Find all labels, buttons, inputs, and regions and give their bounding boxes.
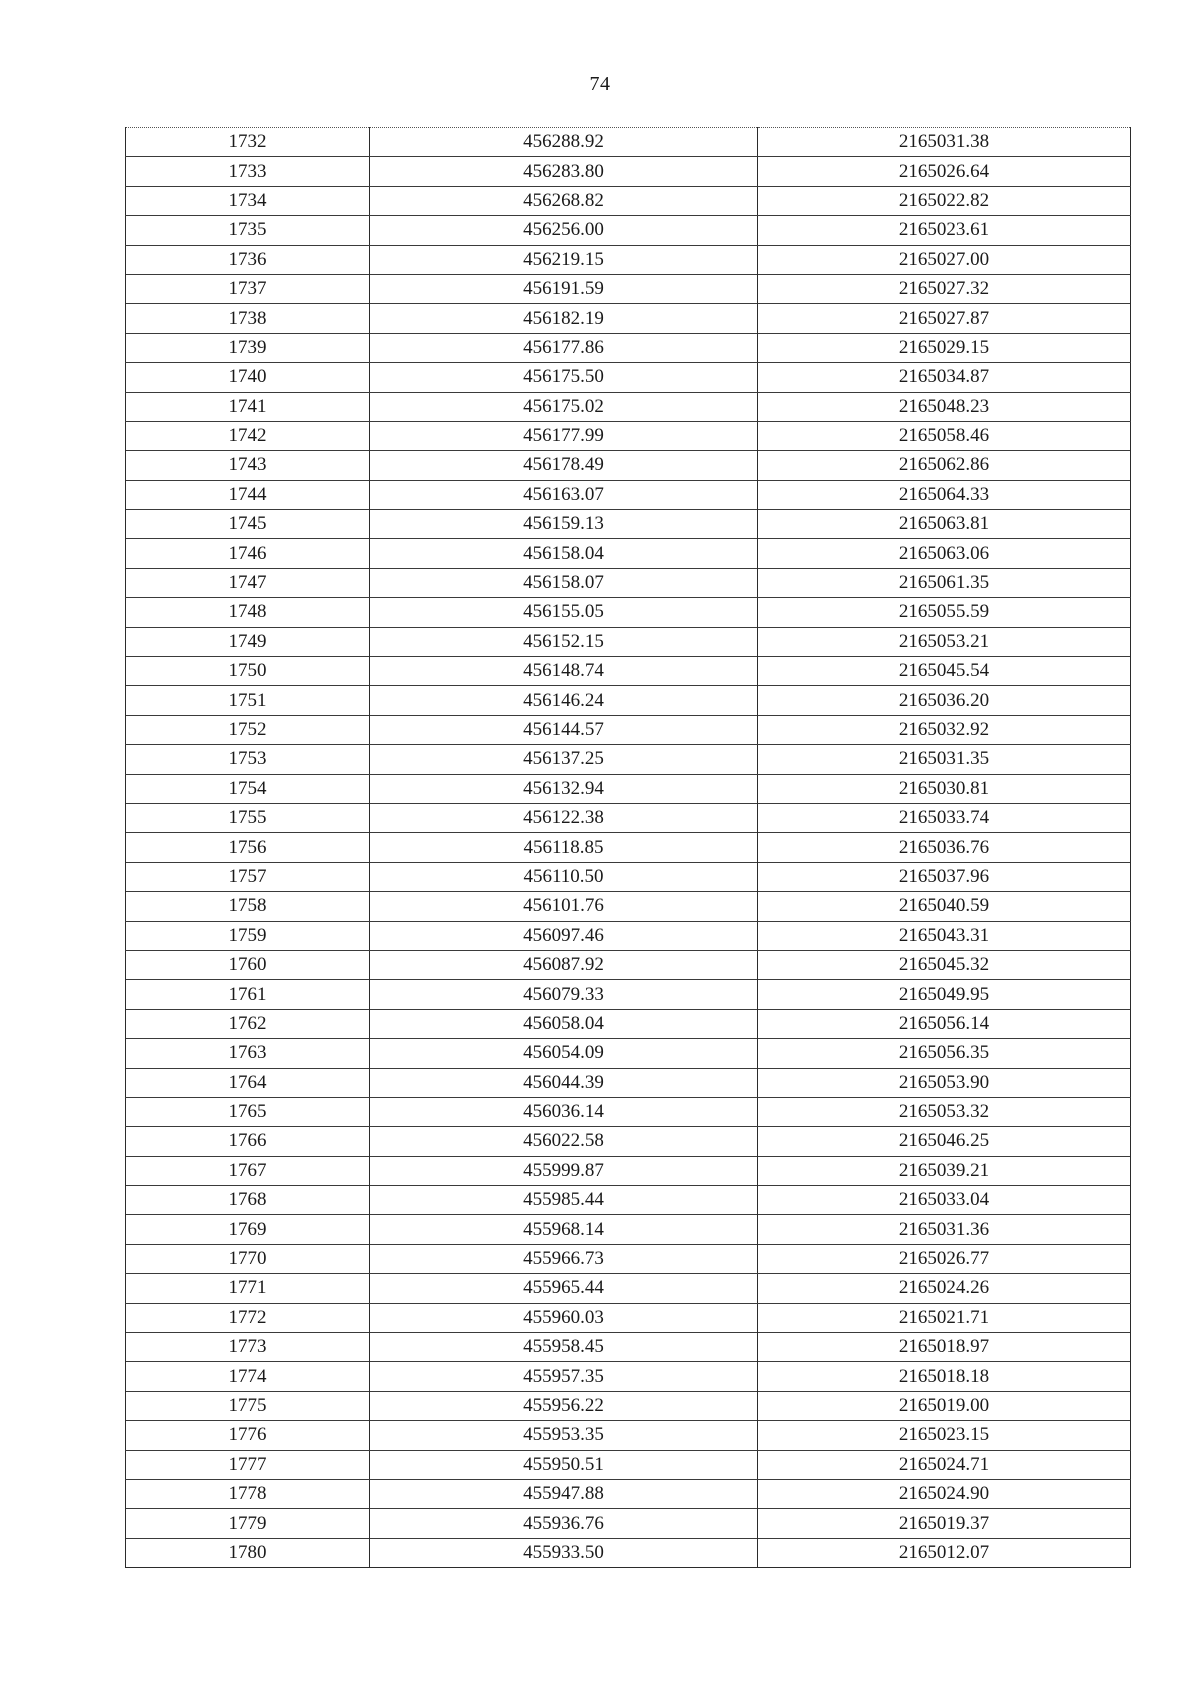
x-coordinate-cell: 456087.92 [370,950,758,979]
point-number-cell: 1749 [126,627,370,656]
y-coordinate-cell: 2165018.18 [758,1362,1131,1391]
point-number-cell: 1743 [126,451,370,480]
x-coordinate-cell: 456058.04 [370,1009,758,1038]
table-row [126,1421,1131,1450]
x-coordinate-cell: 456182.19 [370,304,758,333]
y-coordinate-cell: 2165026.77 [758,1244,1131,1273]
y-coordinate-cell: 2165064.33 [758,480,1131,509]
x-coordinate-cell: 456177.86 [370,333,758,362]
table-row [126,1479,1131,1508]
x-coordinate-cell: 456036.14 [370,1097,758,1126]
table-row [126,363,1131,392]
y-coordinate-cell: 2165023.61 [758,216,1131,245]
x-coordinate-cell: 456044.39 [370,1068,758,1097]
x-coordinate-cell: 456177.99 [370,421,758,450]
y-coordinate-cell: 2165046.25 [758,1127,1131,1156]
y-coordinate-cell: 2165053.90 [758,1068,1131,1097]
point-number-cell: 1773 [126,1333,370,1362]
x-coordinate-cell: 455960.03 [370,1303,758,1332]
point-number-cell: 1763 [126,1039,370,1068]
table-row [126,333,1131,362]
point-number-cell: 1765 [126,1097,370,1126]
y-coordinate-cell: 2165019.00 [758,1391,1131,1420]
table-row [126,862,1131,891]
table-row [126,1097,1131,1126]
x-coordinate-cell: 455950.51 [370,1450,758,1479]
table-row [126,892,1131,921]
table-row [126,480,1131,509]
point-number-cell: 1742 [126,421,370,450]
x-coordinate-cell: 455966.73 [370,1244,758,1273]
x-coordinate-cell: 456155.05 [370,598,758,627]
table-row [126,274,1131,303]
x-coordinate-cell: 455957.35 [370,1362,758,1391]
point-number-cell: 1769 [126,1215,370,1244]
table-row [126,1333,1131,1362]
table-row [126,1186,1131,1215]
x-coordinate-cell: 456097.46 [370,921,758,950]
y-coordinate-cell: 2165012.07 [758,1538,1131,1567]
y-coordinate-cell: 2165031.36 [758,1215,1131,1244]
x-coordinate-cell: 455965.44 [370,1274,758,1303]
point-number-cell: 1751 [126,686,370,715]
y-coordinate-cell: 2165062.86 [758,451,1131,480]
point-number-cell: 1755 [126,803,370,832]
table-row [126,715,1131,744]
x-coordinate-cell: 455956.22 [370,1391,758,1420]
y-coordinate-cell: 2165048.23 [758,392,1131,421]
y-coordinate-cell: 2165043.31 [758,921,1131,950]
point-number-cell: 1734 [126,186,370,215]
table-row [126,539,1131,568]
table-row [126,421,1131,450]
y-coordinate-cell: 2165058.46 [758,421,1131,450]
point-number-cell: 1772 [126,1303,370,1332]
table-row [126,216,1131,245]
table-row [126,1009,1131,1038]
point-number-cell: 1761 [126,980,370,1009]
x-coordinate-cell: 456118.85 [370,833,758,862]
y-coordinate-cell: 2165056.14 [758,1009,1131,1038]
y-coordinate-cell: 2165061.35 [758,568,1131,597]
table-row [126,745,1131,774]
table-row [126,568,1131,597]
point-number-cell: 1757 [126,862,370,891]
table-row [126,921,1131,950]
y-coordinate-cell: 2165027.87 [758,304,1131,333]
x-coordinate-cell: 456152.15 [370,627,758,656]
y-coordinate-cell: 2165021.71 [758,1303,1131,1332]
coordinates-table [125,127,1131,1568]
table-row [126,1039,1131,1068]
table-row [126,1509,1131,1538]
table-row [126,451,1131,480]
table-row [126,128,1131,157]
point-number-cell: 1750 [126,657,370,686]
point-number-cell: 1747 [126,568,370,597]
table-row [126,392,1131,421]
point-number-cell: 1780 [126,1538,370,1567]
x-coordinate-cell: 456110.50 [370,862,758,891]
point-number-cell: 1759 [126,921,370,950]
x-coordinate-cell: 455953.35 [370,1421,758,1450]
x-coordinate-cell: 456137.25 [370,745,758,774]
x-coordinate-cell: 456219.15 [370,245,758,274]
y-coordinate-cell: 2165037.96 [758,862,1131,891]
y-coordinate-cell: 2165026.64 [758,157,1131,186]
point-number-cell: 1737 [126,274,370,303]
y-coordinate-cell: 2165063.06 [758,539,1131,568]
y-coordinate-cell: 2165040.59 [758,892,1131,921]
point-number-cell: 1770 [126,1244,370,1273]
table-row [126,1068,1131,1097]
point-number-cell: 1746 [126,539,370,568]
coordinates-table-body [126,128,1131,1568]
x-coordinate-cell: 456178.49 [370,451,758,480]
y-coordinate-cell: 2165063.81 [758,510,1131,539]
table-row [126,510,1131,539]
table-row [126,774,1131,803]
point-number-cell: 1741 [126,392,370,421]
point-number-cell: 1733 [126,157,370,186]
y-coordinate-cell: 2165029.15 [758,333,1131,362]
table-row [126,598,1131,627]
y-coordinate-cell: 2165024.71 [758,1450,1131,1479]
table-row [126,833,1131,862]
point-number-cell: 1735 [126,216,370,245]
x-coordinate-cell: 456079.33 [370,980,758,1009]
point-number-cell: 1738 [126,304,370,333]
table-row [126,1127,1131,1156]
table-row [126,627,1131,656]
x-coordinate-cell: 456268.82 [370,186,758,215]
table-row [126,950,1131,979]
table-row [126,1538,1131,1567]
y-coordinate-cell: 2165055.59 [758,598,1131,627]
point-number-cell: 1745 [126,510,370,539]
y-coordinate-cell: 2165030.81 [758,774,1131,803]
point-number-cell: 1756 [126,833,370,862]
x-coordinate-cell: 456148.74 [370,657,758,686]
y-coordinate-cell: 2165024.90 [758,1479,1131,1508]
y-coordinate-cell: 2165045.54 [758,657,1131,686]
point-number-cell: 1754 [126,774,370,803]
x-coordinate-cell: 455947.88 [370,1479,758,1508]
point-number-cell: 1732 [126,128,370,157]
point-number-cell: 1744 [126,480,370,509]
x-coordinate-cell: 455958.45 [370,1333,758,1362]
y-coordinate-cell: 2165023.15 [758,1421,1131,1450]
point-number-cell: 1753 [126,745,370,774]
x-coordinate-cell: 456163.07 [370,480,758,509]
point-number-cell: 1767 [126,1156,370,1185]
point-number-cell: 1760 [126,950,370,979]
point-number-cell: 1776 [126,1421,370,1450]
y-coordinate-cell: 2165031.38 [758,128,1131,157]
y-coordinate-cell: 2165032.92 [758,715,1131,744]
y-coordinate-cell: 2165053.21 [758,627,1131,656]
x-coordinate-cell: 456158.07 [370,568,758,597]
y-coordinate-cell: 2165022.82 [758,186,1131,215]
table-row [126,304,1131,333]
x-coordinate-cell: 456101.76 [370,892,758,921]
page-number: 74 [589,73,611,95]
y-coordinate-cell: 2165053.32 [758,1097,1131,1126]
coordinates-table-container [125,127,1130,1568]
point-number-cell: 1775 [126,1391,370,1420]
table-row [126,1274,1131,1303]
y-coordinate-cell: 2165033.04 [758,1186,1131,1215]
point-number-cell: 1774 [126,1362,370,1391]
x-coordinate-cell: 455933.50 [370,1538,758,1567]
x-coordinate-cell: 456132.94 [370,774,758,803]
x-coordinate-cell: 455968.14 [370,1215,758,1244]
y-coordinate-cell: 2165049.95 [758,980,1131,1009]
point-number-cell: 1777 [126,1450,370,1479]
x-coordinate-cell: 456191.59 [370,274,758,303]
x-coordinate-cell: 455936.76 [370,1509,758,1538]
x-coordinate-cell: 455985.44 [370,1186,758,1215]
y-coordinate-cell: 2165018.97 [758,1333,1131,1362]
y-coordinate-cell: 2165019.37 [758,1509,1131,1538]
table-row [126,245,1131,274]
x-coordinate-cell: 456144.57 [370,715,758,744]
point-number-cell: 1758 [126,892,370,921]
table-row [126,157,1131,186]
point-number-cell: 1768 [126,1186,370,1215]
y-coordinate-cell: 2165034.87 [758,363,1131,392]
table-row [126,1244,1131,1273]
y-coordinate-cell: 2165024.26 [758,1274,1131,1303]
table-row [126,1450,1131,1479]
x-coordinate-cell: 456054.09 [370,1039,758,1068]
point-number-cell: 1779 [126,1509,370,1538]
point-number-cell: 1766 [126,1127,370,1156]
table-row [126,1215,1131,1244]
table-row [126,1303,1131,1332]
table-row [126,803,1131,832]
x-coordinate-cell: 456288.92 [370,128,758,157]
y-coordinate-cell: 2165045.32 [758,950,1131,979]
table-row [126,1391,1131,1420]
y-coordinate-cell: 2165056.35 [758,1039,1131,1068]
x-coordinate-cell: 456122.38 [370,803,758,832]
x-coordinate-cell: 456175.50 [370,363,758,392]
y-coordinate-cell: 2165027.00 [758,245,1131,274]
point-number-cell: 1764 [126,1068,370,1097]
table-row [126,1156,1131,1185]
point-number-cell: 1736 [126,245,370,274]
point-number-cell: 1739 [126,333,370,362]
point-number-cell: 1752 [126,715,370,744]
point-number-cell: 1740 [126,363,370,392]
table-row [126,186,1131,215]
point-number-cell: 1748 [126,598,370,627]
point-number-cell: 1771 [126,1274,370,1303]
x-coordinate-cell: 456158.04 [370,539,758,568]
y-coordinate-cell: 2165036.76 [758,833,1131,862]
y-coordinate-cell: 2165031.35 [758,745,1131,774]
y-coordinate-cell: 2165036.20 [758,686,1131,715]
x-coordinate-cell: 456146.24 [370,686,758,715]
point-number-cell: 1778 [126,1479,370,1508]
x-coordinate-cell: 455999.87 [370,1156,758,1185]
table-row [126,657,1131,686]
x-coordinate-cell: 456256.00 [370,216,758,245]
x-coordinate-cell: 456159.13 [370,510,758,539]
table-row [126,980,1131,1009]
y-coordinate-cell: 2165033.74 [758,803,1131,832]
y-coordinate-cell: 2165027.32 [758,274,1131,303]
table-row [126,686,1131,715]
x-coordinate-cell: 456175.02 [370,392,758,421]
y-coordinate-cell: 2165039.21 [758,1156,1131,1185]
x-coordinate-cell: 456283.80 [370,157,758,186]
x-coordinate-cell: 456022.58 [370,1127,758,1156]
table-row [126,1362,1131,1391]
point-number-cell: 1762 [126,1009,370,1038]
